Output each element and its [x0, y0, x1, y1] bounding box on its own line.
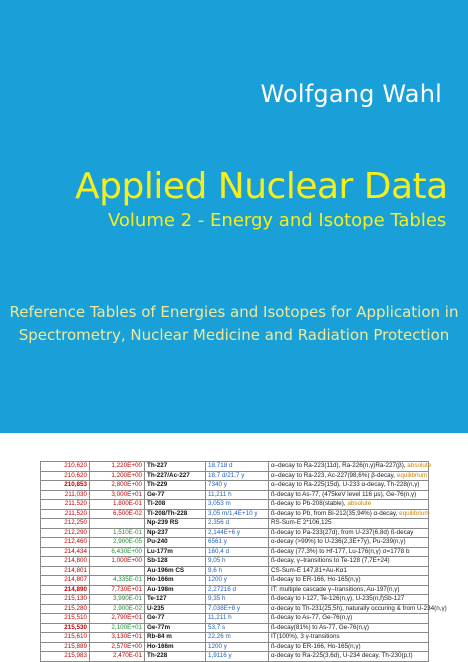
- decay-cell: [269, 557, 429, 567]
- halflife-cell: 9,6 h: [206, 566, 269, 576]
- decay-tag: equilibrium: [396, 471, 428, 479]
- nuclide-cell: Lu-177m: [145, 547, 206, 557]
- description-line-2: Spectrometry, Nuclear Medicine and Radiation Protection: [18, 326, 450, 344]
- energy-cell: 215,610: [41, 633, 90, 643]
- halflife-cell: 7,038E+8 y: [206, 604, 269, 614]
- decay-cell: [269, 462, 432, 472]
- decay-text: ß-decay(81%) to As-77, Ge-76(n,γ): [271, 623, 369, 631]
- decay-text: α–decay to Ra-225(15d), U-233 α-decay, Th-228(n,γ): [271, 481, 420, 488]
- energy-cell: 214,890: [41, 585, 90, 595]
- table-row: [41, 595, 429, 605]
- nuclide-cell: Ge-77: [145, 614, 206, 624]
- energy-cell: 210,620: [41, 471, 90, 481]
- table-row: [41, 576, 429, 586]
- intensity-cell: 2,790E+01: [90, 614, 145, 624]
- intensity-cell: 1,200E+00: [90, 471, 145, 481]
- energy-cell: 212,290: [41, 528, 90, 538]
- decay-cell: [269, 652, 429, 662]
- energy-cell: 211,520: [41, 500, 90, 510]
- table-row: [41, 471, 429, 481]
- table-row: [41, 566, 429, 576]
- intensity-cell: [90, 566, 145, 576]
- halflife-cell: 2,356 d: [206, 519, 269, 529]
- decay-cell: [269, 471, 429, 481]
- energy-cell: 212,460: [41, 538, 90, 548]
- decay-cell: [269, 642, 429, 652]
- table-row: [41, 642, 429, 652]
- decay-cell: [269, 538, 429, 548]
- energy-cell: 214,434: [41, 547, 90, 557]
- halflife-cell: 18,718 d: [206, 462, 269, 472]
- decay-cell: [269, 623, 429, 633]
- table-row: [41, 481, 429, 491]
- halflife-cell: 11,211 h: [206, 490, 269, 500]
- nuclide-cell: Sb-128: [145, 557, 206, 567]
- halflife-cell: 3,05 m/1,4E+10 y: [206, 509, 269, 519]
- halflife-cell: 3,053 m: [206, 500, 269, 510]
- table-row: [41, 633, 429, 643]
- decay-cell: [269, 633, 429, 643]
- halflife-cell: 160,4 d: [206, 547, 269, 557]
- nuclide-cell: Rb-84 m: [145, 633, 206, 643]
- nuclide-cell: Au-196m CS: [145, 566, 206, 576]
- nuclide-cell: Th-229: [145, 481, 206, 491]
- intensity-cell: 2,470E-01: [90, 652, 145, 662]
- halflife-cell: 6561 y: [206, 538, 269, 548]
- intensity-cell: 6,500E-02: [90, 509, 145, 519]
- decay-text: α–decay to Ra-223(11d), Ra-226(n,γ)Ra-227(β),: [271, 462, 406, 469]
- decay-cell: [269, 481, 429, 491]
- energy-cell: 215,130: [41, 595, 90, 605]
- decay-text: ß-decay to Pb-208(stable),: [271, 500, 346, 507]
- intensity-cell: 2,800E+00: [90, 481, 145, 491]
- decay-text: IT(100%), 3 γ-transitions: [271, 633, 340, 640]
- halflife-cell: 9,35 h: [206, 595, 269, 605]
- decay-cell: [269, 576, 429, 586]
- nuclide-cell: Tl-208/Th-228: [145, 509, 206, 519]
- energy-cell: 214,801: [41, 566, 90, 576]
- decay-text: ß-decay to As-77, Ge-76(n,γ): [271, 614, 353, 621]
- nuclide-cell: U-235: [145, 604, 206, 614]
- energy-cell: 214,807: [41, 576, 90, 586]
- halflife-cell: 2,27216 d: [206, 585, 269, 595]
- intensity-cell: 2,570E+00: [90, 642, 145, 652]
- decay-text: CS-Sum-E 147,81+Au-Kα1: [271, 566, 347, 574]
- decay-cell: [269, 547, 429, 557]
- author-name: Wolfgang Wahl: [260, 80, 442, 108]
- intensity-cell: [90, 519, 145, 529]
- decay-text: ß-decay to I-127, Te-126(n,γ), U-235(n,f)Sb-127: [271, 595, 405, 602]
- intensity-cell: 1,220E+00: [90, 462, 145, 472]
- decay-text: α–decay to Ra-223, Ac-227(98,6%) β-decay,: [271, 471, 396, 479]
- book-subtitle: Volume 2 - Energy and Isotope Tables: [108, 210, 447, 231]
- intensity-cell: 3,000E+01: [90, 490, 145, 500]
- table-row: [41, 557, 429, 567]
- energy-table-preview: [40, 461, 447, 659]
- energy-cell: 215,530: [41, 623, 90, 633]
- decay-cell: [269, 500, 429, 510]
- energy-cell: 215,983: [41, 652, 90, 662]
- table-row: [41, 509, 429, 519]
- nuclide-cell: Np-237: [145, 528, 206, 538]
- decay-text: ß-decay (77,3%) to Hf-177, Lu-176(n,γ) σ=1778 b: [271, 547, 410, 555]
- intensity-cell: 2,100E+01: [90, 623, 145, 633]
- energy-cell: 212,250: [41, 519, 90, 529]
- halflife-cell: 1200 y: [206, 642, 269, 652]
- decay-cell: [269, 490, 429, 500]
- decay-text: ß-decay, γ–transitions to Te-128 (7,7E+24): [271, 557, 390, 564]
- energy-cell: 215,280: [41, 604, 90, 614]
- decay-text: ß-decay to As-77, (475keV level 116 µs), Ge-76(n,γ): [271, 490, 417, 498]
- halflife-cell: 22,26 m: [206, 633, 269, 643]
- intensity-cell: 1,510E-01: [90, 528, 145, 538]
- energy-table: [40, 461, 447, 662]
- table-row: [41, 528, 429, 538]
- table-row: [41, 490, 429, 500]
- decay-tag: equilibrium: [399, 509, 430, 517]
- nuclide-cell: Pu-240: [145, 538, 206, 548]
- energy-cell: 215,889: [41, 642, 90, 652]
- energy-cell: 210,620: [41, 462, 90, 472]
- nuclide-cell: Ge-77: [145, 490, 206, 500]
- nuclide-cell: Ho-166m: [145, 576, 206, 586]
- intensity-cell: 4,335E-01: [90, 576, 145, 586]
- intensity-cell: 1,800E-01: [90, 500, 145, 510]
- halflife-cell: 7340 y: [206, 481, 269, 491]
- decay-text: ß-decay to Pa-233(27d), from U-237(6,8d) ß-decay: [271, 528, 414, 536]
- nuclide-cell: Te-127: [145, 595, 206, 605]
- table-row: [41, 585, 429, 595]
- intensity-cell: 1,000E+00: [90, 557, 145, 567]
- nuclide-cell: Au-198m: [145, 585, 206, 595]
- decay-cell: [269, 595, 429, 605]
- intensity-cell: 2,900E-05: [90, 538, 145, 548]
- energy-cell: 214,800: [41, 557, 90, 567]
- halflife-cell: 9,05 h: [206, 557, 269, 567]
- halflife-cell: 1200 y: [206, 576, 269, 586]
- decay-tag: absolute: [347, 500, 372, 507]
- table-row: [41, 623, 429, 633]
- decay-text: ß-decay to Pb, from Bi-212(35,94%) α-decay,: [271, 509, 398, 517]
- halflife-cell: 18,7 d/21,7 y: [206, 471, 269, 481]
- decay-cell: [269, 519, 429, 529]
- book-title: Applied Nuclear Data: [75, 166, 448, 207]
- energy-cell: 215,510: [41, 614, 90, 624]
- decay-text: ß-decay to ER-166, Ho-165(n,γ): [271, 576, 361, 583]
- table-row: [41, 547, 429, 557]
- nuclide-cell: Np-239 RS: [145, 519, 206, 529]
- nuclide-cell: Ge-77m: [145, 623, 206, 633]
- decay-cell: [269, 566, 429, 576]
- energy-cell: 210,853: [41, 481, 90, 491]
- table-row: [41, 519, 429, 529]
- decay-cell: [269, 509, 429, 519]
- table-row: [41, 652, 429, 662]
- nuclide-cell: Th-227: [145, 462, 206, 472]
- intensity-cell: 3,130E+01: [90, 633, 145, 643]
- intensity-cell: 2,900E-02: [90, 604, 145, 614]
- decay-tag: absolute: [407, 462, 432, 469]
- table-row: [41, 462, 429, 472]
- nuclide-cell: Th-228: [145, 652, 206, 662]
- decay-text: IT: multiple cascade γ–transitions, Au-197(n,γ): [271, 585, 400, 593]
- decay-cell: [269, 585, 429, 595]
- decay-text: α-decay (>99%) to U-236(2,3E+7y), Pu-239(n,γ): [271, 538, 406, 545]
- decay-cell: [269, 614, 429, 624]
- table-row: [41, 614, 429, 624]
- decay-text: α-decay to Th-231(25,5h), naturally occuring & from U-234(n,γ): [271, 604, 447, 612]
- nuclide-cell: Ho-166m: [145, 642, 206, 652]
- decay-text: α-decay to Ra-225(3,6d), U-234 decay, Th-230(p,t): [271, 652, 413, 659]
- description-line-1: Reference Tables of Energies and Isotopes for Application in: [9, 303, 459, 321]
- halflife-cell: 1,9116 y: [206, 652, 269, 662]
- table-row: [41, 538, 429, 548]
- halflife-cell: 53,7 s: [206, 623, 269, 633]
- intensity-cell: 3,990E-01: [90, 595, 145, 605]
- decay-cell: [269, 528, 429, 538]
- decay-text: RS-Sum-E 2*106,125: [271, 519, 332, 526]
- halflife-cell: 11,211 h: [206, 614, 269, 624]
- energy-cell: 211,520: [41, 509, 90, 519]
- nuclide-cell: Tl-208: [145, 500, 206, 510]
- decay-text: ß-decay to ER-166, Ho-165(n,γ): [271, 642, 361, 650]
- nuclide-cell: Th-227/Ac-227: [145, 471, 206, 481]
- halflife-cell: 2,144E+6 y: [206, 528, 269, 538]
- decay-cell: [269, 604, 447, 614]
- intensity-cell: 6,430E+00: [90, 547, 145, 557]
- table-row: [41, 500, 429, 510]
- intensity-cell: 7,730E+01: [90, 585, 145, 595]
- energy-cell: 211,030: [41, 490, 90, 500]
- table-row: [41, 604, 429, 614]
